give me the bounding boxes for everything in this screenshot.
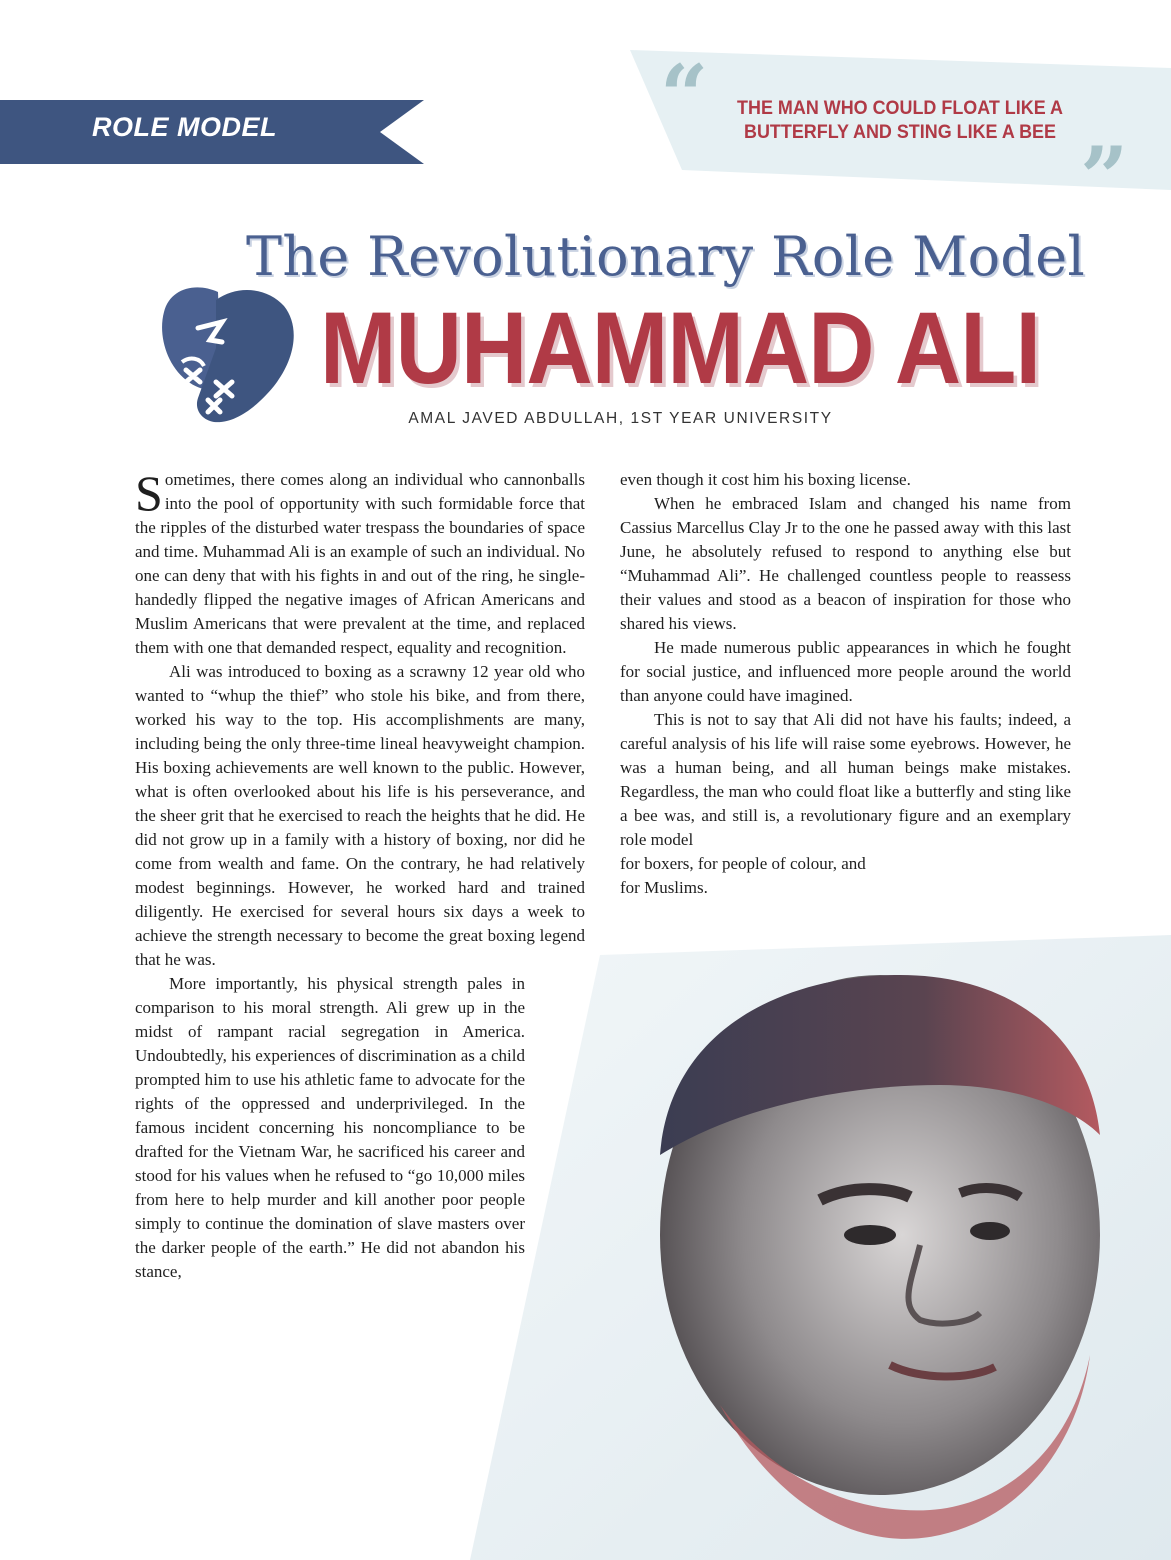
- paragraph-3: More importantly, his physical strength pales in comparison to his moral strength. Ali grew up in the midst of rampant racial segregation in America. Undoubtedly, his experiences of discrimination as a child prompted him to use his athletic fame to advocate for the rights of the oppressed and underprivileged. In the famous incident concerning his noncompliance to be drafted for the Vietnam War, he sacrificed his career and stood for his values when he refused to “go 10,000 miles from here to help murder and kill another poor people simply to continue the domination of slave masters over the darker people of the earth.” He did not abandon his stance,: [135, 974, 525, 1281]
- article-column-right: [620, 468, 1071, 900]
- paragraph-2: Ali was introduced to boxing as a scrawny 12 year old who wanted to “whup the thief” who stole his bike, and from there, worked his way to the top. His accomplishments are many, including being the only three-time lineal heavyweight champion. His boxing achievements are well known to the public. However, what is often overlooked about his life is his perseverance, and the sheer grit that he exercised to reach the heights that he did. He did not grow up in a family with a history of boxing, nor did he come from wealth and fame. On the contrary, he had relatively modest beginnings. However, he worked hard and trained diligently. He exercised for several hours six days a week to achieve the strength necessary to become the great boxing legend that he was.: [135, 662, 585, 969]
- byline: AMAL JAVED ABDULLAH, 1ST YEAR UNIVERSITY: [408, 410, 833, 427]
- boxing-gloves-icon: [156, 278, 302, 428]
- pull-quote: THE MAN WHO COULD FLOAT LIKE A BUTTERFLY AND STING LIKE A BEE: [737, 97, 1063, 143]
- article-title: MUHAMMAD ALI: [320, 291, 1041, 405]
- article-subtitle: The Revolutionary Role Model: [246, 225, 1086, 288]
- open-quote-mark: “: [660, 46, 709, 145]
- drop-cap: S: [135, 465, 163, 521]
- paragraph-6-ending-line-2: for Muslims.: [620, 878, 708, 897]
- close-quote-mark: ”: [1080, 128, 1129, 227]
- paragraph-6: This is not to say that Ali did not have his faults; indeed, a careful analysis of his life will raise some eyebrows. However, he was a human being, and all human beings make mistakes. Regardless, the man who could float like a butterfly and sting like a bee was, and still is, a revolutionary figure and an exemplary role model: [620, 710, 1071, 849]
- paragraph-4: When he embraced Islam and changed his name from Cassius Marcellus Clay Jr to the one he passed away with this last June, he absolutely refused to respond to anything else but “Muhammad Ali”. He challenged countless people to reassess their values and stood as a beacon of inspiration for those who shared his views.: [620, 494, 1071, 633]
- paragraph-5: He made numerous public appearances in which he fought for social justice, and influenced more people around the world than anyone could have imagined.: [620, 638, 1071, 705]
- paragraph-3-continued: even though it cost him his boxing license.: [620, 470, 911, 489]
- article-column-left: [135, 465, 585, 1284]
- paragraph-1: Sometimes, there comes along an individual who cannonballs into the pool of opportunity with such formidable force that the ripples of the disturbed water trespass the boundaries of space and time. Muhammad Ali is an example of such an individual. No one can deny that with his fights in and out of the ring, he single-handedly flipped the negative images of African Americans and Muslim Americans that were prevalent at the time, and replaced them with one that demanded respect, equality and recognition.: [135, 465, 585, 657]
- section-label: ROLE MODEL: [92, 112, 277, 142]
- paragraph-6-ending-line-1: for boxers, for people of colour, and: [620, 854, 866, 873]
